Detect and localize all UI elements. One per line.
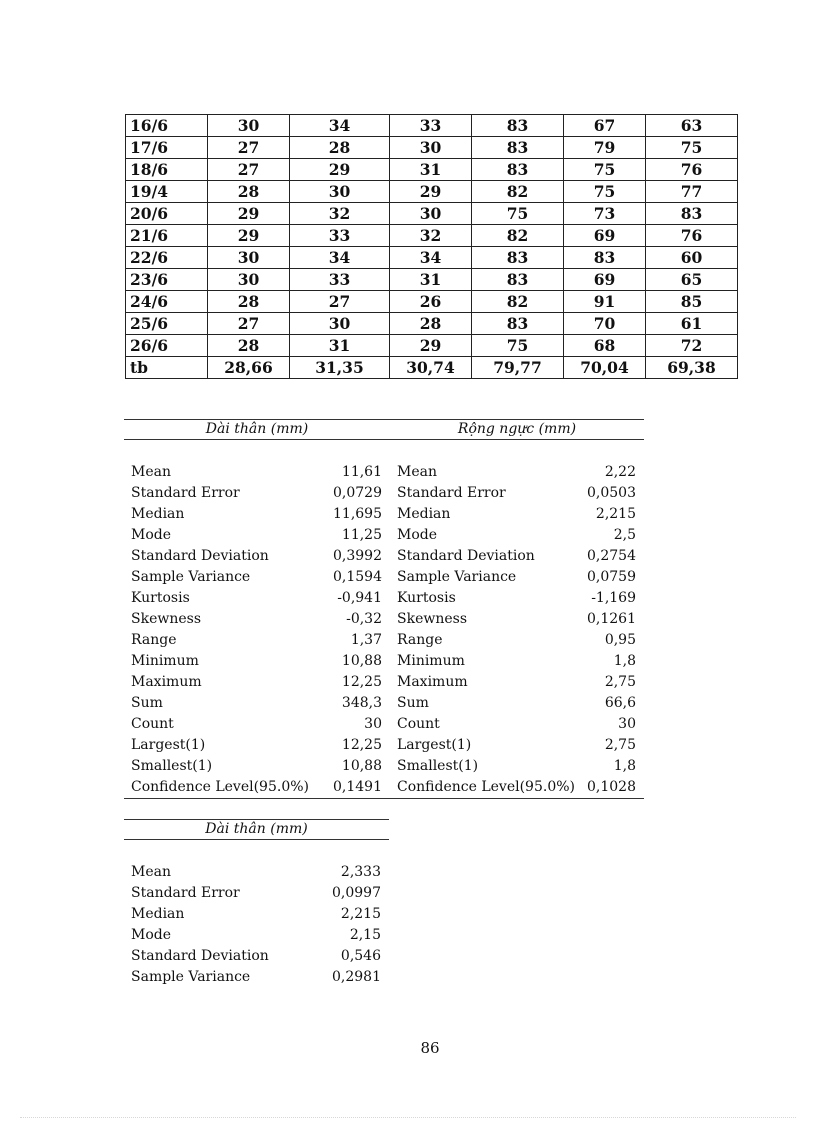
stat-label: Median [131,906,185,922]
stat-row [124,967,389,988]
stat-value: 2,333 [340,864,381,880]
stat-label: Minimum [131,653,199,669]
stat-label: Kurtosis [397,590,456,606]
stat-label: Count [397,716,440,732]
stat-row [124,483,390,504]
table-cell: 75 [472,335,564,357]
table-cell: 70,04 [564,357,646,379]
stat-value: -0,32 [346,611,382,627]
stat-value: 2,75 [604,674,636,690]
table-cell: 63 [646,115,738,137]
table-cell: 30 [290,313,390,335]
stat-label: Mean [397,464,437,480]
stat-row [390,630,644,651]
stat-value: 0,1028 [587,779,636,795]
stat-value: 0,2754 [587,548,636,564]
stat-label: Median [131,506,185,522]
column-heading-chest-width: Rộng ngực (mm) [457,421,577,437]
stat-value: 12,25 [341,674,382,690]
table-cell: 30 [208,269,290,291]
table-cell: 34 [290,247,390,269]
stat-row [390,672,644,693]
stat-value: 0,95 [604,632,636,648]
date-cell: 18/6 [126,159,208,181]
table-cell: 83 [472,137,564,159]
stat-label: Mean [131,464,171,480]
table-cell: 85 [646,291,738,313]
date-cell: 17/6 [126,137,208,159]
stats-column-body-length [124,862,389,988]
table-cell: 75 [564,181,646,203]
table-cell: 82 [472,291,564,313]
stat-value: 11,695 [333,506,382,522]
table-cell: 83 [472,115,564,137]
table-cell: 30 [390,137,472,159]
stat-row [124,735,390,756]
stat-row [390,777,644,798]
table-cell: 91 [564,291,646,313]
stat-row [124,883,389,904]
stat-value: 2,5 [613,527,636,543]
table-cell: 77 [646,181,738,203]
page-number: 86 [420,1039,440,1057]
stat-row [124,904,389,925]
stat-row [124,925,389,946]
table-cell: 83 [472,159,564,181]
stat-value: 11,25 [341,527,382,543]
stat-value: 2,215 [595,506,636,522]
stat-label: Sum [131,695,163,711]
stat-row [124,630,390,651]
table-cell: 29 [390,335,472,357]
stat-row [124,756,390,777]
stat-value: 2,22 [604,464,636,480]
table-cell: 30,74 [390,357,472,379]
stat-label: Standard Deviation [131,548,269,564]
stat-value: 0,2981 [332,969,381,985]
table-cell: 79,77 [472,357,564,379]
table-cell: 76 [646,225,738,247]
stat-label: Confidence Level(95.0%) [397,779,575,795]
table-cell: 70 [564,313,646,335]
stat-value: 0,546 [340,948,381,964]
measurement-table [125,114,738,379]
date-cell: 21/6 [126,225,208,247]
table-cell: 28 [208,181,290,203]
table-row [126,313,738,335]
stat-label: Standard Deviation [397,548,535,564]
descriptive-stats-table-2 [124,819,389,988]
stat-value: 12,25 [341,737,382,753]
stat-row [124,777,390,798]
stat-label: Mode [397,527,438,543]
table-cell: 75 [564,159,646,181]
table-cell: 34 [390,247,472,269]
stats-column-body-length [124,462,390,798]
stat-value: -0,941 [337,590,382,606]
stat-value: 0,0503 [587,485,636,501]
stat-row [390,546,644,567]
stat-label: Median [397,506,451,522]
table-cell: 33 [290,225,390,247]
stat-value: 1,8 [613,653,636,669]
stat-value: 0,1594 [333,569,382,585]
stat-value: 10,88 [341,653,382,669]
stat-label: Maximum [131,674,202,690]
table-cell: 69,38 [646,357,738,379]
stat-value: 0,0997 [332,885,381,901]
table-cell: 32 [290,203,390,225]
stat-label: Skewness [397,611,468,627]
table-row [126,137,738,159]
stat-label: Sample Variance [131,969,251,985]
date-cell: 23/6 [126,269,208,291]
table-cell: 26 [390,291,472,313]
stat-value: 66,6 [604,695,636,711]
table-cell: 76 [646,159,738,181]
stat-row [124,567,390,588]
table-cell: 31 [290,335,390,357]
stat-row [390,609,644,630]
date-cell: 20/6 [126,203,208,225]
table-cell: 27 [208,159,290,181]
table-cell: 29 [290,159,390,181]
stat-value: 348,3 [341,695,382,711]
column-heading-body-length: Dài thân (mm) [205,421,309,437]
stat-row [124,946,389,967]
stat-value: 0,0759 [587,569,636,585]
date-cell: 22/6 [126,247,208,269]
stat-label: Standard Error [131,885,240,901]
table-cell: 30 [390,203,472,225]
table-cell: 73 [564,203,646,225]
stat-label: Sample Variance [131,569,251,585]
stat-value: 11,61 [341,464,382,480]
stat-row [124,504,390,525]
descriptive-stats-table-1 [124,419,644,799]
stat-label: Maximum [397,674,468,690]
table-cell: 32 [390,225,472,247]
stat-label: Range [397,632,443,648]
table-cell: 83 [472,269,564,291]
stat-row [390,756,644,777]
table-cell: 30 [208,115,290,137]
stat-row [390,567,644,588]
stat-value: 10,88 [341,758,382,774]
stat-row [390,693,644,714]
table-cell: 29 [208,225,290,247]
stat-label: Standard Deviation [131,948,269,964]
table-row [126,247,738,269]
table-cell: 28 [290,137,390,159]
stat-label: Smallest(1) [131,758,213,774]
stat-label: Mode [131,927,172,943]
table-cell: 72 [646,335,738,357]
stat-label: Kurtosis [131,590,190,606]
table-cell: 65 [646,269,738,291]
table-cell: 27 [290,291,390,313]
stat-label: Minimum [397,653,465,669]
stat-row [124,651,390,672]
column-heading-body-length: Dài thân (mm) [205,821,308,837]
table-cell: 82 [472,225,564,247]
table-cell: 31 [390,159,472,181]
stat-label: Standard Error [131,485,240,501]
stat-label: Count [131,716,174,732]
stat-row [124,525,390,546]
stat-row [390,651,644,672]
table-cell: 61 [646,313,738,335]
date-cell: 24/6 [126,291,208,313]
table-cell: 79 [564,137,646,159]
stat-label: Largest(1) [131,737,206,753]
table-cell: 34 [290,115,390,137]
stat-row [124,609,390,630]
stat-label: Range [131,632,177,648]
stat-label: Sum [397,695,429,711]
table-cell: 28 [208,291,290,313]
table-cell: 29 [208,203,290,225]
table-cell: 60 [646,247,738,269]
stat-row [124,693,390,714]
table-cell: 67 [564,115,646,137]
stat-row [124,862,389,883]
table-cell: 33 [290,269,390,291]
stat-label: Skewness [131,611,202,627]
stats-column-chest-width [390,462,644,798]
stat-value: -1,169 [591,590,636,606]
table-cell: 75 [472,203,564,225]
stat-value: 1,8 [613,758,636,774]
stat-value: 1,37 [350,632,382,648]
table-cell: 28 [390,313,472,335]
table-cell: 30 [208,247,290,269]
stat-label: Confidence Level(95.0%) [131,779,309,795]
stat-row [390,714,644,735]
table-cell: 75 [646,137,738,159]
table-cell: 28,66 [208,357,290,379]
stat-value: 2,75 [604,737,636,753]
stat-row [390,483,644,504]
date-cell: 16/6 [126,115,208,137]
stat-value: 0,0729 [333,485,382,501]
table-cell: 69 [564,269,646,291]
stat-row [124,588,390,609]
date-cell: tb [126,357,208,379]
table-cell: 31 [390,269,472,291]
stat-row [390,462,644,483]
table-row [126,335,738,357]
stat-row [124,714,390,735]
table-row [126,115,738,137]
table-row [126,159,738,181]
stat-row [124,546,390,567]
table-row [126,203,738,225]
page-bottom-rule [20,1117,796,1118]
table-row [126,269,738,291]
table-row [126,357,738,379]
stat-label: Standard Error [397,485,506,501]
stat-value: 30 [618,716,636,732]
stat-value: 30 [364,716,382,732]
stat-row [390,588,644,609]
stat-value: 0,1491 [333,779,382,795]
stat-label: Mode [131,527,172,543]
date-cell: 19/4 [126,181,208,203]
table-cell: 83 [472,313,564,335]
table-cell: 28 [208,335,290,357]
table-cell: 82 [472,181,564,203]
table-cell: 30 [290,181,390,203]
table-cell: 83 [564,247,646,269]
table-cell: 69 [564,225,646,247]
stat-row [124,462,390,483]
stat-value: 2,15 [349,927,381,943]
table-row [126,225,738,247]
stat-row [390,735,644,756]
stat-value: 0,1261 [587,611,636,627]
stat-row [390,504,644,525]
stat-value: 2,215 [340,906,381,922]
stat-label: Mean [131,864,171,880]
stat-row [390,525,644,546]
table-cell: 33 [390,115,472,137]
table-cell: 83 [646,203,738,225]
stat-value: 0,3992 [333,548,382,564]
table-cell: 29 [390,181,472,203]
stat-label: Largest(1) [397,737,472,753]
date-cell: 26/6 [126,335,208,357]
stat-label: Smallest(1) [397,758,479,774]
table-row [126,181,738,203]
date-cell: 25/6 [126,313,208,335]
table-cell: 27 [208,313,290,335]
stat-row [124,672,390,693]
table-cell: 83 [472,247,564,269]
table-cell: 27 [208,137,290,159]
stat-label: Sample Variance [397,569,517,585]
bottom-rule [124,798,644,799]
table-cell: 68 [564,335,646,357]
table-row [126,291,738,313]
table-cell: 31,35 [290,357,390,379]
